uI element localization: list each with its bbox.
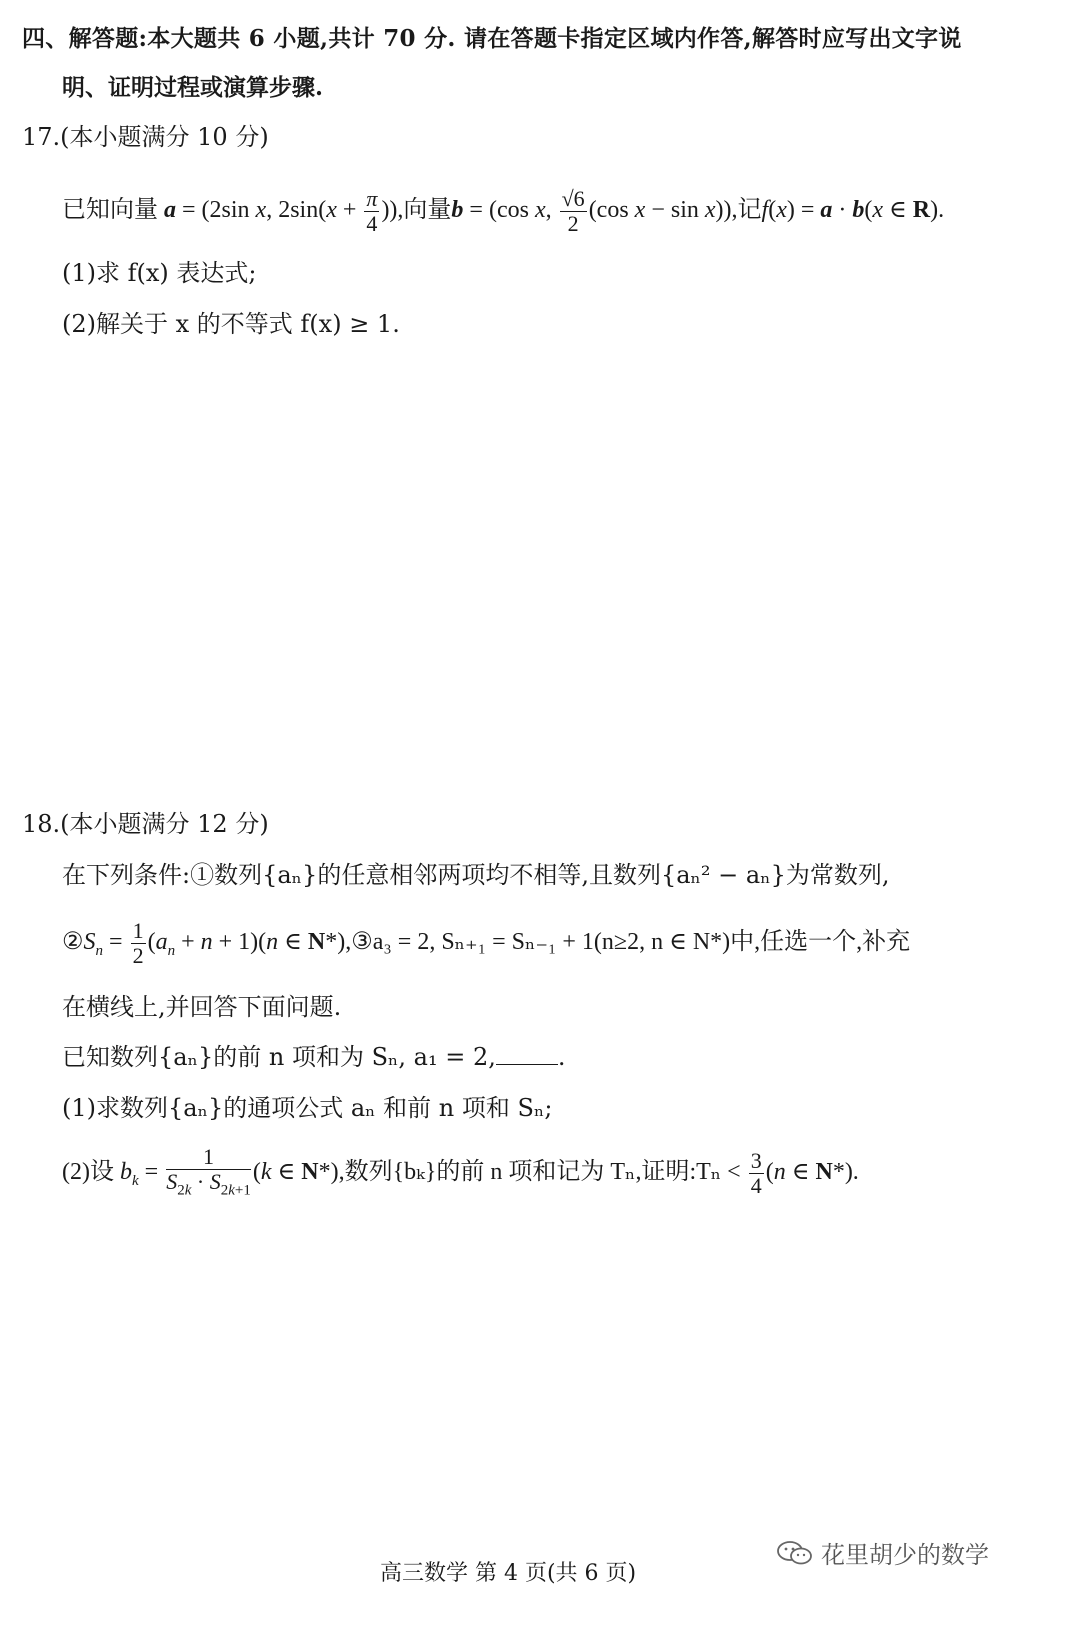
three-quarters-fraction: $\frac{3}{4}$ [750, 1147, 762, 1198]
q18-header [22, 809, 269, 839]
wechat-icon [775, 1538, 815, 1568]
section-heading-cont: 明、证明过程或演算步骤. [62, 74, 324, 101]
q18-line3: 在横线上,并回答下面问题. [62, 993, 342, 1021]
q17-stem-mid: ,向量 [397, 197, 452, 223]
q18-score: (本小题满分 12 分) [60, 810, 269, 838]
section-heading: 四、解答题:本大题共 6 小题,共计 70 分. 请在答题卡指定区域内作答,解答时应写出文字说 [22, 25, 962, 52]
q18-part2-mid: ,数列{bₖ}的前 n 项和记为 Tₙ,证明:Tₙ < [338, 1159, 741, 1185]
bk-fraction: $\frac{1}{S_{2k} \cdot S_{2k+1}}$ [166, 1143, 251, 1199]
watermark [775, 1535, 989, 1570]
q18-given-text: 已知数列{aₙ}的前 n 项和为 Sₙ, a₁ = 2, [62, 1043, 496, 1071]
q17-number: 17. [22, 123, 61, 151]
q17-stem-tail: ,记 [731, 197, 762, 223]
q17-stem-prefix: 已知向量 [62, 197, 158, 223]
watermark-text: 花里胡少的数学 [821, 1541, 989, 1569]
q18-cond2-tail: ,③a₃ = 2, Sₙ₊₁ = Sₙ₋₁ + 1(n≥2, n ∈ N*)中,任选一个,补充 [345, 929, 911, 955]
sqrt6-over-2-fraction: $\frac{√6}{2}$ [561, 185, 585, 236]
one-half-fraction: $\frac{1}{2}$ [132, 917, 144, 968]
q18-part1: (1)求数列{aₙ}的通项公式 aₙ 和前 n 项和 Sₙ; [62, 1094, 553, 1122]
q18-conditions: $②S_n$ = $\frac{1}{2}$ $(a_n + n + 1)(n$ ∈ N*),③a₃ = 2, Sₙ₊₁ = Sₙ₋₁ + 1(n≥2, n ∈ N*)中,任选一个,补充 [62, 917, 911, 968]
q17-part1: (1)求 f(x) 表达式; [62, 259, 257, 287]
page-footer: 高三数学 第 4 页(共 6 页) [380, 1561, 637, 1586]
fill-in-blank[interactable] [496, 1044, 558, 1065]
q17-stem: 已知向量 a = (2sin x, 2sin(x + $\frac{\pi}{4}$ )),向量b = (cos x, $\frac{√6}{2}$ (cos x − sin x)),记f(x) = a · b(x ∈ R). [62, 185, 945, 236]
q18-given: 已知数列{aₙ}的前 n 项和为 Sₙ, a₁ = 2, . [62, 1043, 566, 1071]
q17-part2: (2)解关于 x 的不等式 f(x) ≥ 1. [62, 310, 400, 338]
q18-part2: (2)设 $b_k$ = $\frac{1}{S_{2k} \cdot S_{2k+1}}$ (k ∈ N*),数列{bₖ}的前 n 项和记为 Tₙ,证明:Tₙ < $\frac{3}{4}$ (n ∈ N*). [62, 1140, 859, 1204]
q18-line1: 在下列条件:①数列{aₙ}的任意相邻两项均不相等,且数列{aₙ² − aₙ}为常数列, [62, 861, 890, 889]
pi-over-4-fraction: $\frac{\pi}{4}$ [366, 185, 378, 236]
q17-header [22, 122, 269, 152]
q17-score: (本小题满分 10 分) [60, 123, 269, 151]
q18-number: 18. [22, 810, 61, 838]
